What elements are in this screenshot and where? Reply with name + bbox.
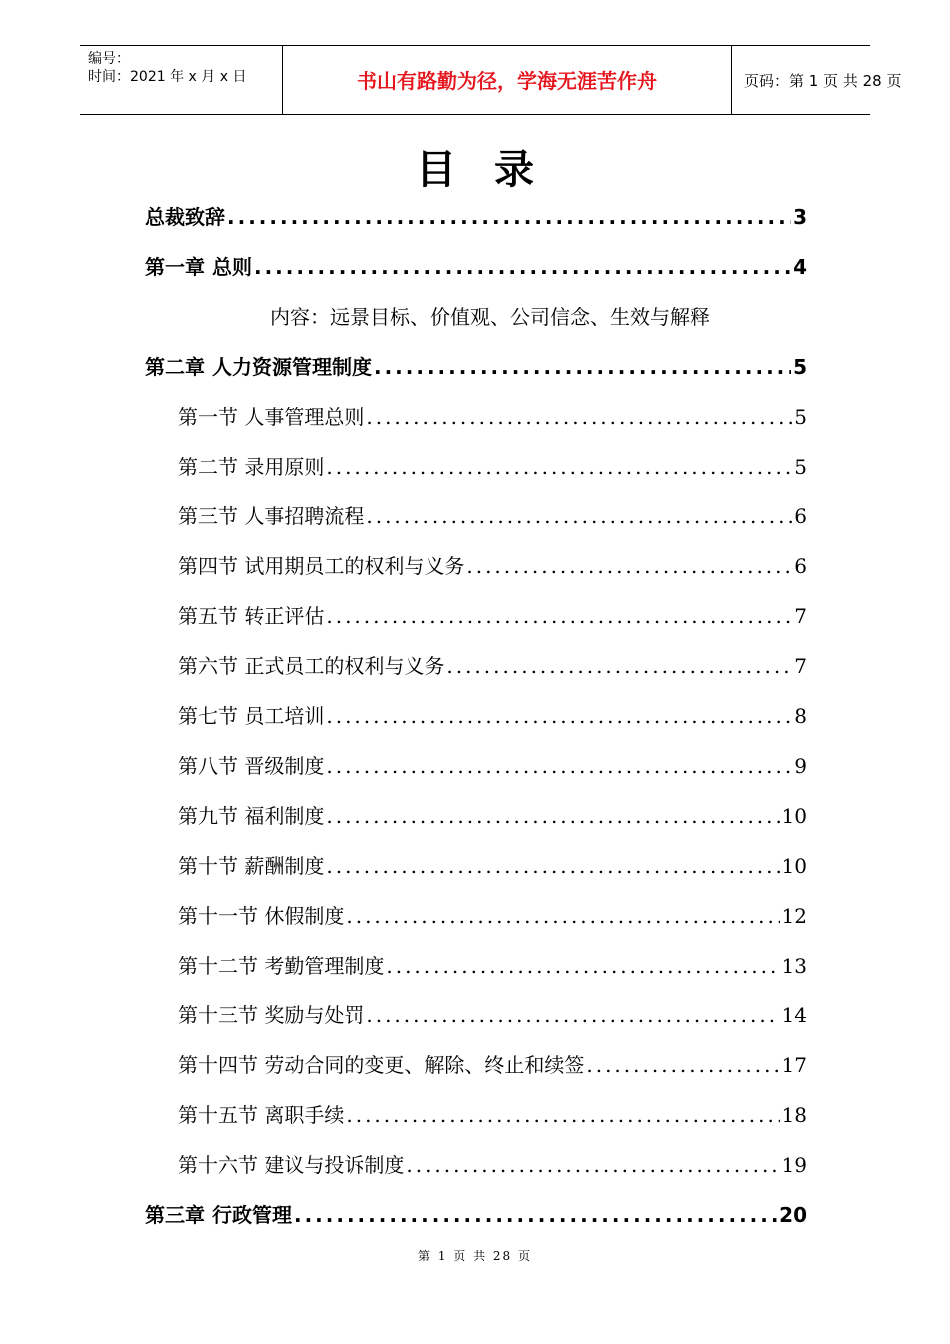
toc-page-number: 12 (781, 904, 807, 928)
toc-dot-leader (326, 850, 779, 882)
toc-entry-title: 第二章 人力资源管理制度 (145, 355, 372, 379)
toc-page-number: 5 (794, 455, 807, 479)
toc-page-number: 5 (793, 355, 807, 379)
toc-section-entry[interactable] (178, 1099, 807, 1131)
toc-entry-title: 第十节 薪酬制度 (178, 854, 325, 878)
toc-dot-leader (326, 600, 792, 632)
toc-section-entry[interactable] (178, 999, 807, 1031)
toc-entry-title: 第十四节 劳动合同的变更、解除、终止和续签 (178, 1053, 585, 1077)
toc-page-number: 17 (781, 1053, 807, 1077)
toc-dot-leader (446, 650, 792, 682)
toc-page-number: 13 (781, 954, 807, 978)
toc-entry-title: 第九节 福利制度 (178, 804, 325, 828)
toc-dot-leader (586, 1049, 779, 1081)
header-motto: 书山有路勤为径，学海无涯苦作舟 (357, 69, 657, 93)
toc-dot-leader (386, 950, 779, 982)
toc-section-entry[interactable] (178, 600, 807, 632)
toc-entry-title: 第十一节 休假制度 (178, 904, 345, 928)
toc-section-entry[interactable] (178, 451, 807, 483)
toc-dot-leader (254, 251, 791, 283)
document-time-label: 时间：2021 年 x 月 x 日 (88, 69, 247, 85)
toc-page-number: 4 (793, 255, 807, 279)
toc-page-number: 7 (794, 654, 807, 678)
toc-dot-leader (406, 1149, 779, 1181)
toc-dot-leader (374, 351, 791, 383)
toc-page-number: 9 (794, 754, 807, 778)
toc-page-number: 7 (794, 604, 807, 628)
toc-page-number: 6 (794, 554, 807, 578)
toc-entry-title: 第三章 行政管理 (145, 1203, 292, 1227)
toc-entry-title: 总裁致辞 (145, 205, 225, 229)
toc-section-entry[interactable] (178, 800, 807, 832)
toc-dot-leader (326, 750, 792, 782)
toc-section-entry[interactable] (178, 850, 807, 882)
toc-dot-leader (227, 201, 791, 233)
toc-section-entry[interactable] (178, 401, 807, 433)
toc-dot-leader (366, 401, 792, 433)
toc-section-entry[interactable] (178, 500, 807, 532)
toc-section-entry[interactable] (178, 1049, 807, 1081)
toc-dot-leader (326, 700, 792, 732)
toc-entry-title: 第四节 试用期员工的权利与义务 (178, 554, 465, 578)
document-number-label: 编号： (88, 51, 130, 67)
toc-entry-title: 第一章 总则 (145, 255, 252, 279)
toc-dot-leader (346, 1099, 779, 1131)
toc-page-number: 3 (793, 205, 807, 229)
toc-entry-title: 第六节 正式员工的权利与义务 (178, 654, 445, 678)
toc-entry-title: 第十二节 考勤管理制度 (178, 954, 385, 978)
page-footer: 第 1 页 共 28 页 (418, 1249, 532, 1263)
toc-title: 目录 (416, 147, 572, 193)
toc-entry-title: 第三节 人事招聘流程 (178, 504, 365, 528)
toc-section-entry[interactable] (178, 550, 807, 582)
toc-section-entry[interactable] (178, 650, 807, 682)
toc-chapter-entry[interactable] (145, 351, 807, 383)
toc-page-number: 10 (781, 804, 807, 828)
toc-dot-leader (326, 800, 779, 832)
toc-section-entry[interactable] (178, 950, 807, 982)
toc-page-number: 8 (794, 704, 807, 728)
toc-entry-title: 第十五节 离职手续 (178, 1103, 345, 1127)
toc-page-number: 18 (781, 1103, 807, 1127)
toc-chapter-entry[interactable] (145, 201, 807, 233)
toc-page-number: 20 (779, 1203, 807, 1227)
toc-section-entry[interactable] (178, 750, 807, 782)
toc-page-number: 10 (781, 854, 807, 878)
toc-section-entry[interactable] (178, 700, 807, 732)
toc-entry-title: 第五节 转正评估 (178, 604, 325, 628)
toc-page-number: 19 (781, 1153, 807, 1177)
toc-entry-title: 第十六节 建议与投诉制度 (178, 1153, 405, 1177)
toc-entry-title: 第一节 人事管理总则 (178, 405, 365, 429)
header-page-number: 页码：第 1 页 共 28 页 (744, 72, 902, 90)
toc-dot-leader (366, 500, 792, 532)
toc-entry-title: 第二节 录用原则 (178, 455, 325, 479)
toc-chapter-entry[interactable] (145, 1199, 807, 1231)
toc-entry-title: 第八节 晋级制度 (178, 754, 325, 778)
toc-section-entry[interactable] (178, 1149, 807, 1181)
toc-entry-title: 第七节 员工培训 (178, 704, 325, 728)
toc-dot-leader (326, 451, 792, 483)
toc-dot-leader (294, 1199, 777, 1231)
toc-dot-leader (466, 550, 792, 582)
toc-description: 内容：远景目标、价值观、公司信念、生效与解释 (270, 305, 710, 329)
toc-dot-leader (366, 999, 779, 1031)
toc-page-number: 14 (781, 1003, 807, 1027)
toc-dot-leader (346, 900, 779, 932)
toc-section-entry[interactable] (178, 900, 807, 932)
toc-page-number: 6 (794, 504, 807, 528)
toc-page-number: 5 (794, 405, 807, 429)
toc-entry-title: 第十三节 奖励与处罚 (178, 1003, 365, 1027)
toc-chapter-entry[interactable] (145, 251, 807, 283)
